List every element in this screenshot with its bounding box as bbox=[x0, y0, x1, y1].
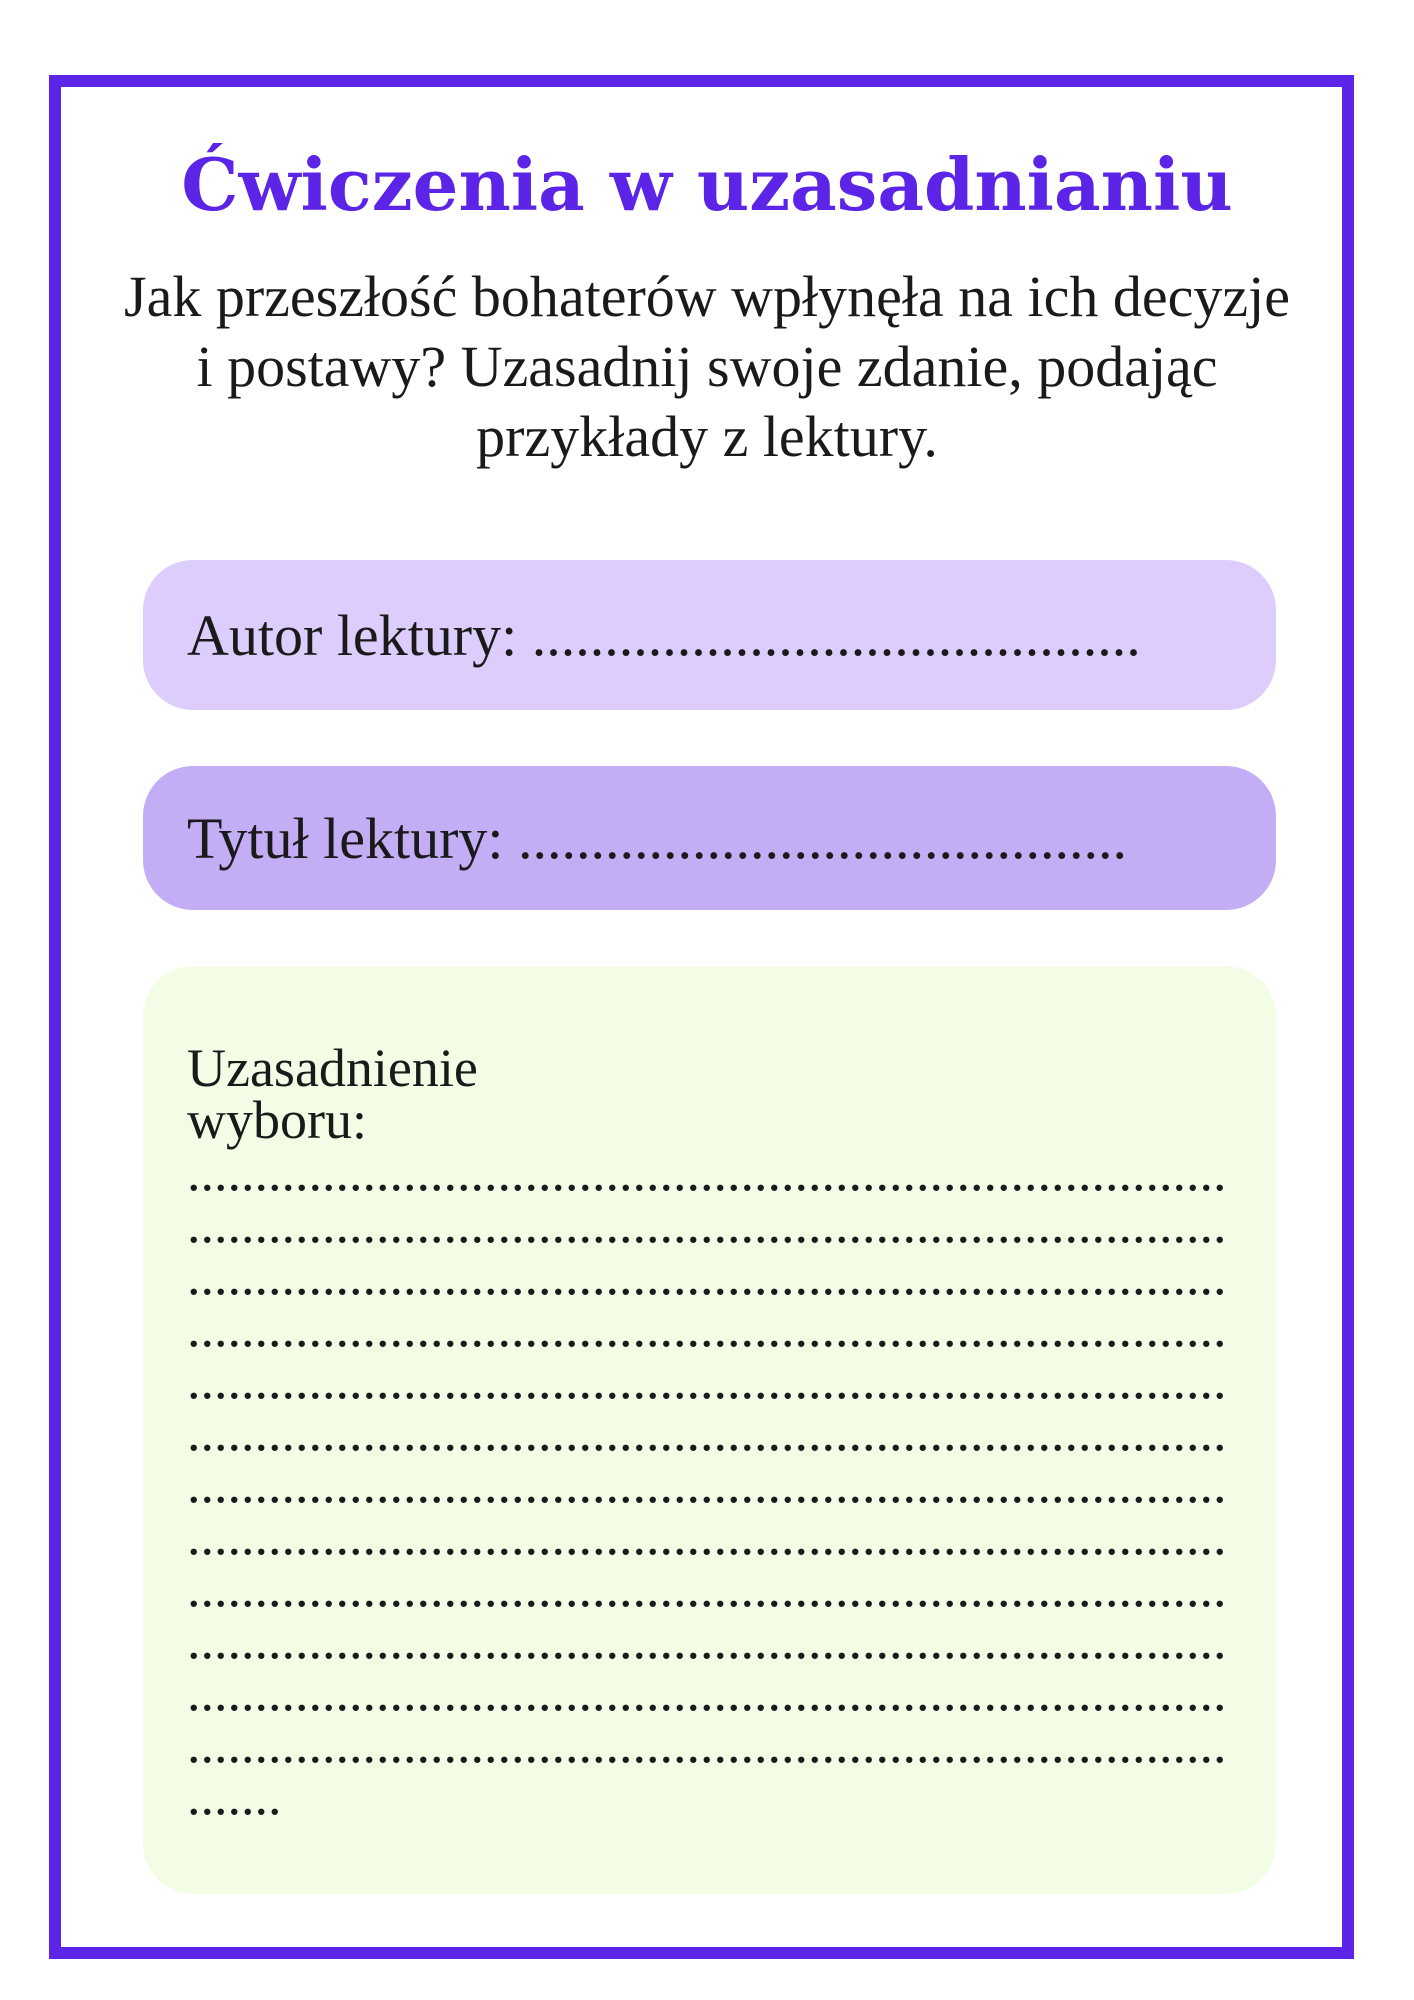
author-field-label: Autor lektury: .......................................... bbox=[187, 602, 1141, 668]
justification-label: Uzasadnienie bbox=[187, 1038, 478, 1098]
justification-lines: wyboru: ................................................................................................................................................................................................................................................................................................................................................................................................................................................................................................................................................................................................................................................................................................................................................................................................................................................................................................................................................................... bbox=[187, 1090, 1227, 1826]
page-title: Ćwiczenia w uzasadnianiu bbox=[181, 142, 1233, 227]
book-title-field[interactable] bbox=[143, 766, 1276, 910]
justification-area[interactable] bbox=[143, 966, 1276, 1894]
exercise-prompt: Jak przeszłość bohaterów wpłynęła na ich decyzje i postawy? Uzasadnij swoje zdanie, podając przykłady z lektury. bbox=[124, 264, 1290, 469]
author-field[interactable] bbox=[143, 560, 1276, 710]
book-title-field-label: Tytuł lektury: .......................................... bbox=[187, 805, 1128, 871]
